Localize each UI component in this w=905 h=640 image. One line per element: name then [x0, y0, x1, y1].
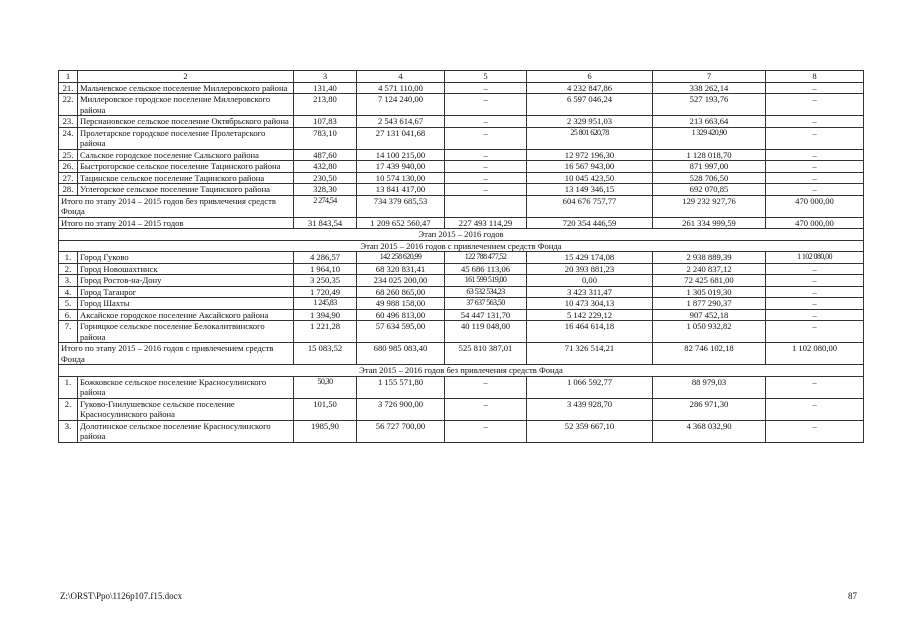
- value-cell: 15 429 174,08: [527, 252, 653, 264]
- value-cell: 338 262,14: [653, 82, 766, 94]
- table-row: [59, 321, 864, 343]
- value-cell: –: [766, 116, 864, 128]
- value-cell: 45 686 113,06: [445, 263, 527, 275]
- value-cell: –: [445, 161, 527, 173]
- value-cell: 1 964,10: [294, 263, 357, 275]
- value-cell: 1 050 932,82: [653, 321, 766, 343]
- value-cell: 10 574 130,00: [357, 172, 445, 184]
- municipality-name: Долотинское сельское поселение Красносулинского района: [78, 420, 294, 442]
- value-cell: –: [445, 116, 527, 128]
- value-cell: –: [766, 420, 864, 442]
- value-cell: 528 706,50: [653, 172, 766, 184]
- value-cell: 783,10: [294, 127, 357, 149]
- column-number: 1: [59, 71, 78, 83]
- value-cell: –: [445, 172, 527, 184]
- total-value: 2 274,54: [294, 195, 357, 217]
- total-value: 71 326 514,21: [527, 343, 653, 365]
- stage-title-row: [59, 229, 864, 241]
- column-number: 8: [766, 71, 864, 83]
- value-cell: 213,80: [294, 94, 357, 116]
- value-cell: 20 393 881,23: [527, 263, 653, 275]
- value-cell: 60 496 813,00: [357, 309, 445, 321]
- total-value: 31 843,54: [294, 217, 357, 229]
- value-cell: 2 938 889,39: [653, 252, 766, 264]
- total-value: 525 810 387,01: [445, 343, 527, 365]
- municipality-name: Мальчевское сельское поселение Миллеровского района: [78, 82, 294, 94]
- table-row: [59, 398, 864, 420]
- value-cell: 0,00: [527, 275, 653, 287]
- value-cell: 40 119 048,00: [445, 321, 527, 343]
- value-cell: 1 720,49: [294, 286, 357, 298]
- municipality-name: Аксайское городское поселение Аксайского района: [78, 309, 294, 321]
- table-row: [59, 116, 864, 128]
- value-cell: 25 801 620,78: [527, 127, 653, 149]
- value-cell: 10 045 423,50: [527, 172, 653, 184]
- value-cell: –: [766, 275, 864, 287]
- value-cell: 1 155 571,80: [357, 376, 445, 398]
- column-number-row: [59, 71, 864, 83]
- municipality-name: Город Таганрог: [78, 286, 294, 298]
- value-cell: 101,50: [294, 398, 357, 420]
- value-cell: 27 131 041,68: [357, 127, 445, 149]
- value-cell: 107,83: [294, 116, 357, 128]
- value-cell: 3 423 311,47: [527, 286, 653, 298]
- table-row: [59, 309, 864, 321]
- value-cell: 4 286,57: [294, 252, 357, 264]
- value-cell: 161 599 519,00: [445, 275, 527, 287]
- value-cell: 4 571 110,00: [357, 82, 445, 94]
- value-cell: 1 877 290,37: [653, 298, 766, 310]
- footer-file-path: Z:\ORST\Ppo\1126p107.f15.docx: [60, 591, 183, 601]
- value-cell: –: [766, 94, 864, 116]
- value-cell: 16 567 943,00: [527, 161, 653, 173]
- total-value: 470 000,00: [766, 195, 864, 217]
- municipality-name: Пролетарское городское поселение Пролетарского района: [78, 127, 294, 149]
- total-value: 227 493 114,29: [445, 217, 527, 229]
- total-value: 470 000,00: [766, 217, 864, 229]
- row-number: 2.: [59, 398, 78, 420]
- row-number: 4.: [59, 286, 78, 298]
- total-row: [59, 217, 864, 229]
- value-cell: 5 142 229,12: [527, 309, 653, 321]
- value-cell: 56 727 700,00: [357, 420, 445, 442]
- value-cell: 286 971,30: [653, 398, 766, 420]
- value-cell: 57 634 595,00: [357, 321, 445, 343]
- table-row: [59, 161, 864, 173]
- value-cell: 68 260 865,00: [357, 286, 445, 298]
- value-cell: 122 788 477,52: [445, 252, 527, 264]
- value-cell: 3 439 928,70: [527, 398, 653, 420]
- value-cell: –: [766, 149, 864, 161]
- value-cell: 3 250,35: [294, 275, 357, 287]
- page-number: 87: [848, 591, 857, 601]
- value-cell: 13 841 417,00: [357, 184, 445, 196]
- value-cell: 52 359 667,10: [527, 420, 653, 442]
- value-cell: –: [766, 398, 864, 420]
- column-number: 3: [294, 71, 357, 83]
- table-row: [59, 298, 864, 310]
- table-row: [59, 286, 864, 298]
- total-value: 1 102 080,00: [766, 343, 864, 365]
- value-cell: 88 979,03: [653, 376, 766, 398]
- municipality-name: Город Гуково: [78, 252, 294, 264]
- value-cell: –: [445, 376, 527, 398]
- value-cell: 432,80: [294, 161, 357, 173]
- table-row: [59, 172, 864, 184]
- value-cell: –: [445, 420, 527, 442]
- municipality-name: Божковское сельское поселение Красносулинского района: [78, 376, 294, 398]
- municipality-name: Город Ростов-на-Дону: [78, 275, 294, 287]
- row-number: 3.: [59, 420, 78, 442]
- value-cell: 12 972 196,30: [527, 149, 653, 161]
- row-number: 3.: [59, 275, 78, 287]
- total-row: [59, 195, 864, 217]
- value-cell: 2 329 951,03: [527, 116, 653, 128]
- value-cell: 10 473 304,13: [527, 298, 653, 310]
- section-title: Этап 2015 – 2016 годов с привлечением средств Фонда: [59, 240, 864, 252]
- total-row: [59, 343, 864, 365]
- value-cell: 13 149 346,15: [527, 184, 653, 196]
- value-cell: –: [766, 321, 864, 343]
- municipality-name: Город Новошахтинск: [78, 263, 294, 275]
- total-value: [445, 195, 527, 217]
- total-value: 734 379 685,53: [357, 195, 445, 217]
- value-cell: 68 320 831,41: [357, 263, 445, 275]
- value-cell: –: [766, 172, 864, 184]
- row-number: 7.: [59, 321, 78, 343]
- value-cell: 1 221,28: [294, 321, 357, 343]
- value-cell: 6 597 046,24: [527, 94, 653, 116]
- value-cell: 49 988 158,00: [357, 298, 445, 310]
- value-cell: 14 100 215,00: [357, 149, 445, 161]
- municipality-name: Персиановское сельское поселение Октябрьского района: [78, 116, 294, 128]
- value-cell: 63 532 534,23: [445, 286, 527, 298]
- value-cell: –: [766, 286, 864, 298]
- row-number: 1.: [59, 376, 78, 398]
- row-number: 23.: [59, 116, 78, 128]
- column-number: 6: [527, 71, 653, 83]
- value-cell: –: [445, 82, 527, 94]
- value-cell: 2 240 837,12: [653, 263, 766, 275]
- value-cell: 4 232 847,86: [527, 82, 653, 94]
- row-number: 26.: [59, 161, 78, 173]
- value-cell: 17 439 940,00: [357, 161, 445, 173]
- table-row: [59, 149, 864, 161]
- column-number: 2: [78, 71, 294, 83]
- row-number: 28.: [59, 184, 78, 196]
- value-cell: 871 997,00: [653, 161, 766, 173]
- municipality-name: Миллеровское городское поселение Миллеровского района: [78, 94, 294, 116]
- municipality-name: Сальское городское поселение Сальского района: [78, 149, 294, 161]
- value-cell: 54 447 131,70: [445, 309, 527, 321]
- table-row: [59, 184, 864, 196]
- total-label: Итого по этапу 2014 – 2015 годов: [59, 217, 294, 229]
- value-cell: –: [766, 309, 864, 321]
- table-row: [59, 94, 864, 116]
- value-cell: –: [445, 149, 527, 161]
- total-label: Итого по этапу 2014 – 2015 годов без привлечения средств Фонда: [59, 195, 294, 217]
- section-title: Этап 2015 – 2016 годов без привлечения средств Фонда: [59, 365, 864, 377]
- table-row: [59, 376, 864, 398]
- value-cell: 50,30: [294, 376, 357, 398]
- municipality-name: Быстрогорское сельское поселение Тацинского района: [78, 161, 294, 173]
- value-cell: –: [766, 376, 864, 398]
- total-value: 604 676 757,77: [527, 195, 653, 217]
- value-cell: 1 102 080,00: [766, 252, 864, 264]
- value-cell: 3 726 900,00: [357, 398, 445, 420]
- value-cell: –: [445, 184, 527, 196]
- value-cell: 1 329 420,90: [653, 127, 766, 149]
- value-cell: –: [766, 263, 864, 275]
- section-title-row: [59, 240, 864, 252]
- value-cell: –: [766, 184, 864, 196]
- section-title-row: [59, 365, 864, 377]
- municipality-name: Горняцкое сельское поселение Белокалитвинского района: [78, 321, 294, 343]
- column-number: 5: [445, 71, 527, 83]
- table-row: [59, 420, 864, 442]
- value-cell: 16 464 614,18: [527, 321, 653, 343]
- value-cell: 230,50: [294, 172, 357, 184]
- total-label: Итого по этапу 2015 – 2016 годов с привлечением средств Фонда: [59, 343, 294, 365]
- total-value: 261 334 999,59: [653, 217, 766, 229]
- value-cell: –: [766, 127, 864, 149]
- total-value: 82 746 102,18: [653, 343, 766, 365]
- value-cell: 1985,90: [294, 420, 357, 442]
- row-number: 22.: [59, 94, 78, 116]
- table-row: [59, 82, 864, 94]
- value-cell: 4 368 032,90: [653, 420, 766, 442]
- total-value: 15 083,52: [294, 343, 357, 365]
- value-cell: –: [766, 82, 864, 94]
- row-number: 5.: [59, 298, 78, 310]
- value-cell: –: [445, 398, 527, 420]
- value-cell: 213 663,64: [653, 116, 766, 128]
- row-number: 24.: [59, 127, 78, 149]
- value-cell: 1 245,83: [294, 298, 357, 310]
- municipality-name: Тацинское сельское поселение Тацинского района: [78, 172, 294, 184]
- value-cell: 1 305 019,30: [653, 286, 766, 298]
- municipality-name: Город Шахты: [78, 298, 294, 310]
- row-number: 27.: [59, 172, 78, 184]
- budget-table: [58, 70, 864, 443]
- row-number: 25.: [59, 149, 78, 161]
- value-cell: 72 425 681,00: [653, 275, 766, 287]
- value-cell: 487,60: [294, 149, 357, 161]
- row-number: 2.: [59, 263, 78, 275]
- municipality-name: Углегорское сельское поселение Тацинского района: [78, 184, 294, 196]
- row-number: 6.: [59, 309, 78, 321]
- value-cell: 1 066 592,77: [527, 376, 653, 398]
- value-cell: 37 637 563,50: [445, 298, 527, 310]
- row-number: 21.: [59, 82, 78, 94]
- total-value: 129 232 927,76: [653, 195, 766, 217]
- table-row: [59, 263, 864, 275]
- table-row: [59, 127, 864, 149]
- value-cell: 328,30: [294, 184, 357, 196]
- value-cell: 131,40: [294, 82, 357, 94]
- value-cell: 142 258 620,99: [357, 252, 445, 264]
- municipality-name: Гуково-Гнилушевское сельское поселение Красносулинского района: [78, 398, 294, 420]
- column-number: 4: [357, 71, 445, 83]
- total-value: 680 985 083,40: [357, 343, 445, 365]
- row-number: 1.: [59, 252, 78, 264]
- value-cell: 7 124 240,00: [357, 94, 445, 116]
- value-cell: 907 452,18: [653, 309, 766, 321]
- value-cell: 2 543 614,67: [357, 116, 445, 128]
- value-cell: 692 070,85: [653, 184, 766, 196]
- value-cell: –: [445, 127, 527, 149]
- value-cell: 1 394,90: [294, 309, 357, 321]
- value-cell: –: [445, 94, 527, 116]
- total-value: 1 209 652 560,47: [357, 217, 445, 229]
- value-cell: 527 193,76: [653, 94, 766, 116]
- table-row: [59, 252, 864, 264]
- value-cell: 1 128 018,70: [653, 149, 766, 161]
- column-number: 7: [653, 71, 766, 83]
- value-cell: –: [766, 161, 864, 173]
- value-cell: 234 025 200,00: [357, 275, 445, 287]
- total-value: 720 354 446,59: [527, 217, 653, 229]
- table-row: [59, 275, 864, 287]
- value-cell: –: [766, 298, 864, 310]
- section-title: Этап 2015 – 2016 годов: [59, 229, 864, 241]
